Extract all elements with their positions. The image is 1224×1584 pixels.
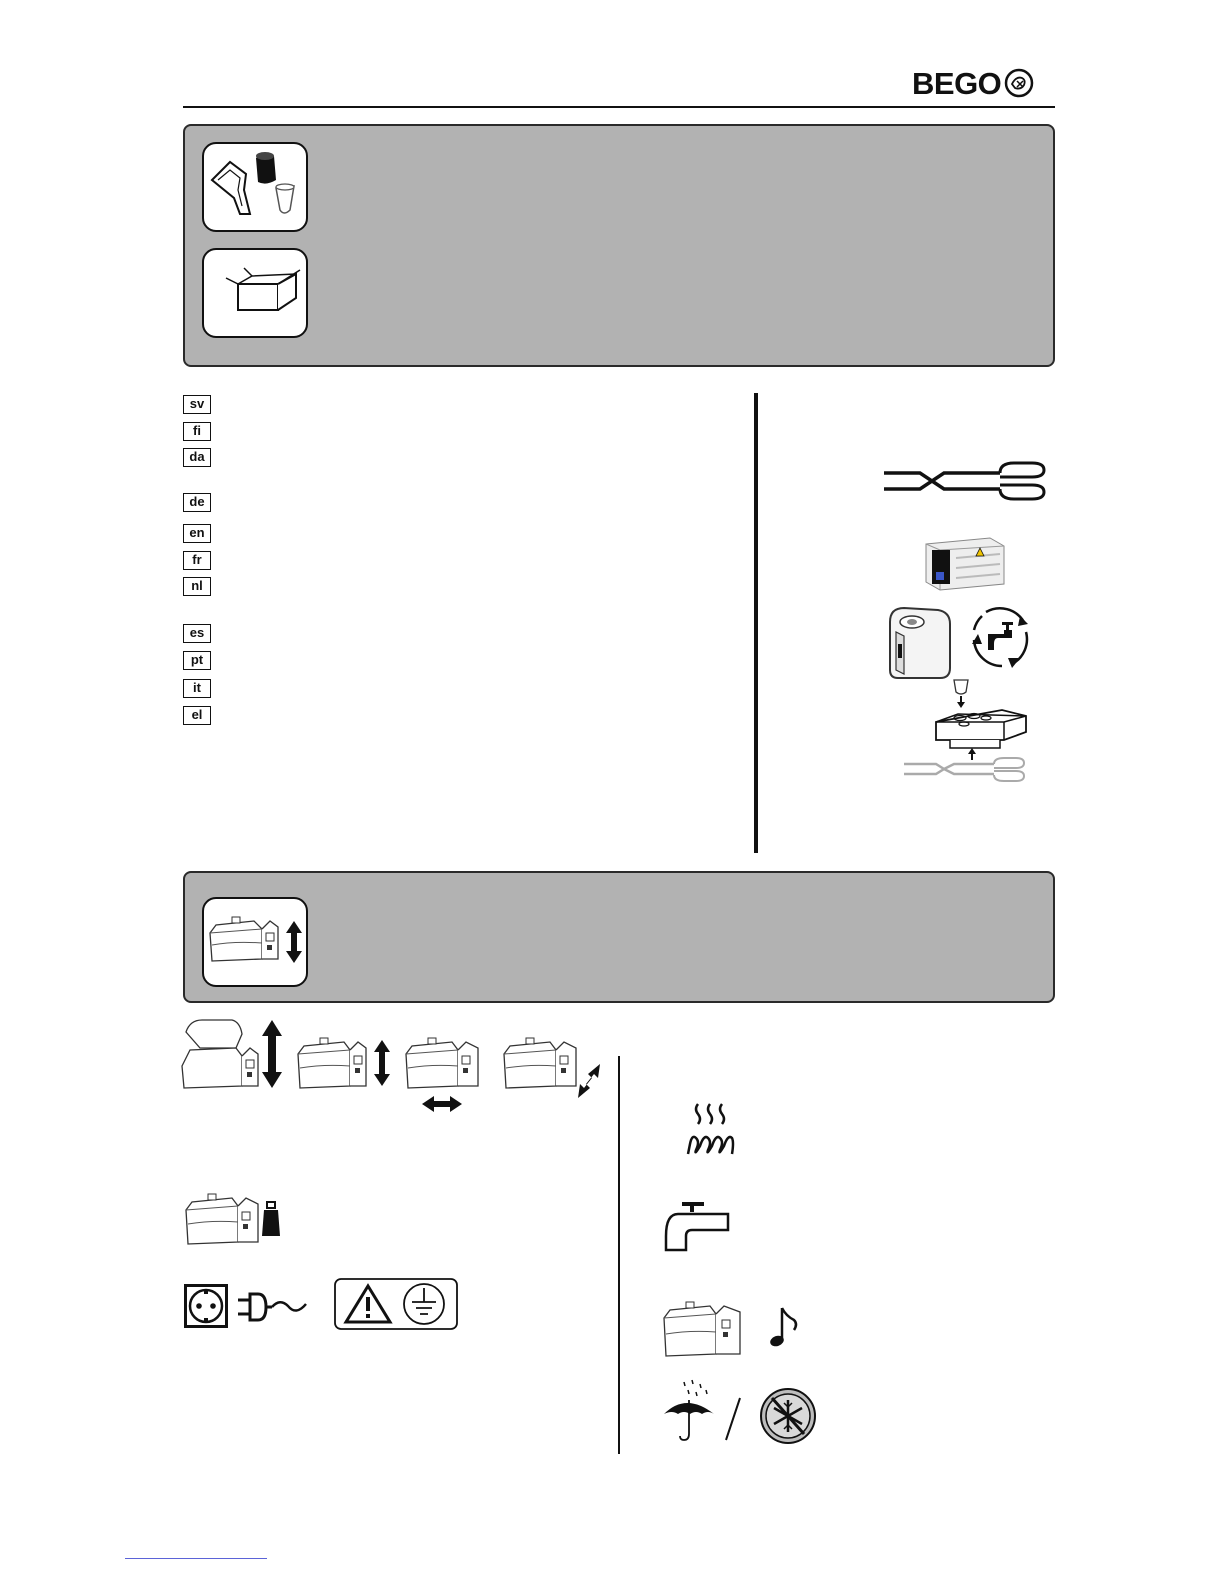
device-vertical-clearance-illustration	[294, 1036, 394, 1092]
music-note-icon	[660, 1300, 800, 1360]
lang-code-it: it	[183, 679, 211, 698]
weight-icon	[182, 1192, 286, 1246]
water-circulation-illustration	[968, 604, 1034, 670]
installation-panel	[183, 871, 1055, 1003]
logo-text: BEGO	[912, 65, 1002, 101]
furnace-illustration	[920, 536, 1010, 592]
device-sound-illustration	[660, 1300, 800, 1360]
warning-ground-label	[334, 1278, 458, 1330]
preheating-furnace-icon	[920, 536, 1010, 592]
device-diagonal-clearance-illustration	[500, 1036, 604, 1102]
heat-illustration	[686, 1102, 736, 1160]
lang-code-pt: pt	[183, 651, 211, 670]
tongs-illustration	[882, 460, 1047, 502]
lang-code-sv: sv	[183, 395, 211, 414]
accessories-box	[202, 142, 308, 232]
package-box-icon	[204, 250, 306, 336]
device-lift-icon	[204, 899, 306, 985]
horizontal-clearance-icon	[402, 1036, 486, 1116]
lang-code-es: es	[183, 624, 211, 643]
lang-code-de: de	[183, 493, 211, 512]
package-box	[202, 248, 308, 338]
heat-coil-icon	[686, 1102, 736, 1160]
device-open-lid-illustration	[180, 1014, 285, 1094]
melting-device-icon	[884, 604, 954, 682]
tongs-icon	[882, 460, 1047, 502]
storage-conditions-illustration	[662, 1378, 822, 1446]
accessories-icon	[204, 144, 306, 230]
umbrella-icon	[662, 1378, 822, 1446]
lang-code-fr: fr	[183, 551, 211, 570]
melting-device-illustration	[884, 604, 954, 682]
warning-ground-icon	[334, 1278, 458, 1330]
device-lift-box	[202, 897, 308, 987]
header-rule	[183, 106, 1055, 108]
water-tap-icon	[662, 1200, 730, 1252]
power-socket-icon	[184, 1284, 228, 1328]
no-frost-icon	[761, 1389, 815, 1443]
lang-code-da: da	[183, 448, 211, 467]
power-plug	[236, 1290, 310, 1324]
lang-code-fi: fi	[183, 422, 211, 441]
device-weight-illustration	[182, 1192, 286, 1246]
lower-column-divider	[618, 1056, 620, 1454]
footer-link-underline[interactable]	[125, 1558, 267, 1559]
diagonal-clearance-icon	[500, 1036, 604, 1102]
column-divider	[754, 393, 758, 853]
lang-code-el: el	[183, 706, 211, 725]
water-circulation-icon	[968, 604, 1034, 670]
device-open-lid-icon	[180, 1014, 285, 1094]
power-socket	[184, 1284, 228, 1328]
power-plug-icon	[236, 1290, 310, 1324]
device-horizontal-clearance-illustration	[402, 1036, 486, 1116]
lang-code-nl: nl	[183, 577, 211, 596]
bego-emblem-icon	[1004, 68, 1034, 98]
lang-code-en: en	[183, 524, 211, 543]
casting-setup-icon	[900, 678, 1030, 786]
casting-setup-illustration	[900, 678, 1030, 786]
water-tap-illustration	[662, 1200, 730, 1252]
scope-of-delivery-panel	[183, 124, 1055, 367]
vertical-clearance-icon	[294, 1036, 394, 1092]
bego-logo	[912, 66, 1058, 100]
